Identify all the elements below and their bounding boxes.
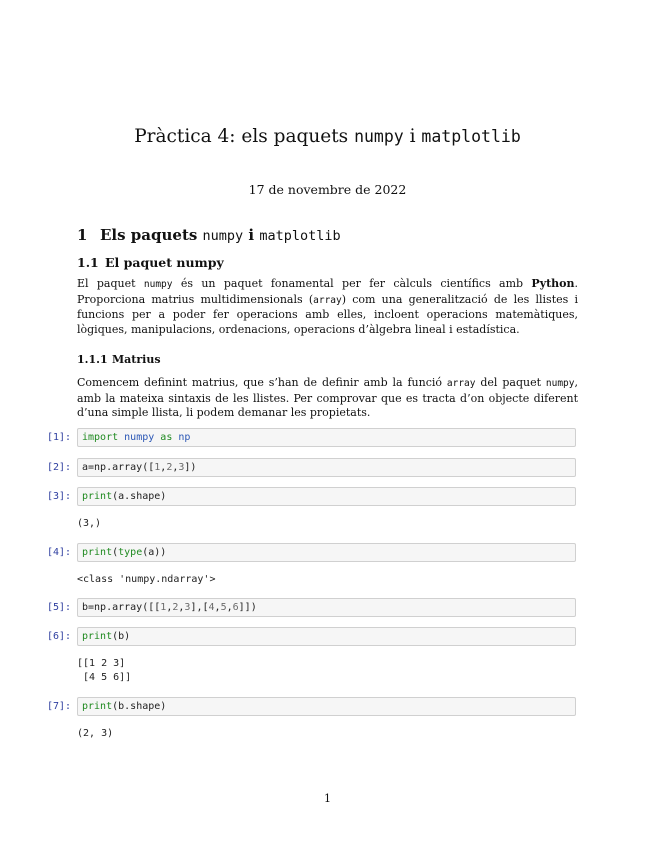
title-package-matplotlib: matplotlib (421, 127, 521, 146)
section-heading-1: 1 Els paquets numpy i matplotlib (77, 226, 341, 244)
cell-output-4: <class 'numpy.ndarray'> (77, 574, 216, 585)
subsection-heading-1-1: 1.1 El paquet numpy (77, 255, 224, 270)
subsubsection-heading-1-1-1: 1.1.1 Matrius (77, 353, 161, 366)
title-package-numpy: numpy (354, 127, 404, 146)
cell-output-7: (2, 3) (77, 728, 114, 739)
code-input[interactable]: print(type(a)) (77, 543, 576, 562)
subsection-number: 1.1 (77, 255, 99, 270)
cell-prompt: [6]: (47, 631, 72, 642)
cell-output-6 (77, 657, 131, 685)
cell-prompt: [4]: (47, 547, 72, 558)
output-line: [4 5 6]] (77, 672, 132, 683)
code-input[interactable]: print(b) (77, 627, 576, 646)
cell-prompt: [3]: (47, 491, 72, 502)
cell-output-3: (3,) (77, 518, 102, 529)
code-input[interactable]: b=np.array([[1,2,3],[4,5,6]]) (77, 598, 576, 617)
document-date: 17 de novembre de 2022 (248, 182, 407, 197)
code-input[interactable]: import numpy as np (77, 428, 576, 447)
paragraph-numpy-intro: El paquet numpy és un paquet fonamental per fer càlculs científics amb Python. Proporciona matrius multidimensionals (array) com una generalització de les llistes i funcions per a poder fer operacions amb elles, incloent operacions matemàtiques, lògiques, manipulacions, ordenacions, operacions d’àlgebra lineal i estadística. (77, 277, 578, 336)
code-input[interactable]: print(b.shape) (77, 697, 576, 716)
page-number: 1 (324, 792, 331, 805)
output-line: [[1 2 3] (77, 658, 126, 669)
cell-prompt: [1]: (47, 432, 72, 443)
cell-prompt: [7]: (47, 701, 72, 712)
code-input[interactable]: print(a.shape) (77, 487, 576, 506)
cell-prompt: [2]: (47, 462, 72, 473)
paragraph-matrius: Comencem definint matrius, que s’han de definir amb la funció array del paquet numpy, amb la mateixa sintaxis de les llistes. Per comprovar que es tracta d’on objecte diferent d’una simple llista, li podem demanar les propietats. (77, 376, 578, 419)
document-title: Pràctica 4: els paquets numpy i matplotlib (134, 126, 521, 147)
code-input[interactable]: a=np.array([1,2,3]) (77, 458, 576, 477)
cell-prompt: [5]: (47, 602, 72, 613)
section-number: 1 (77, 226, 88, 244)
subsubsection-number: 1.1.1 (77, 353, 108, 366)
